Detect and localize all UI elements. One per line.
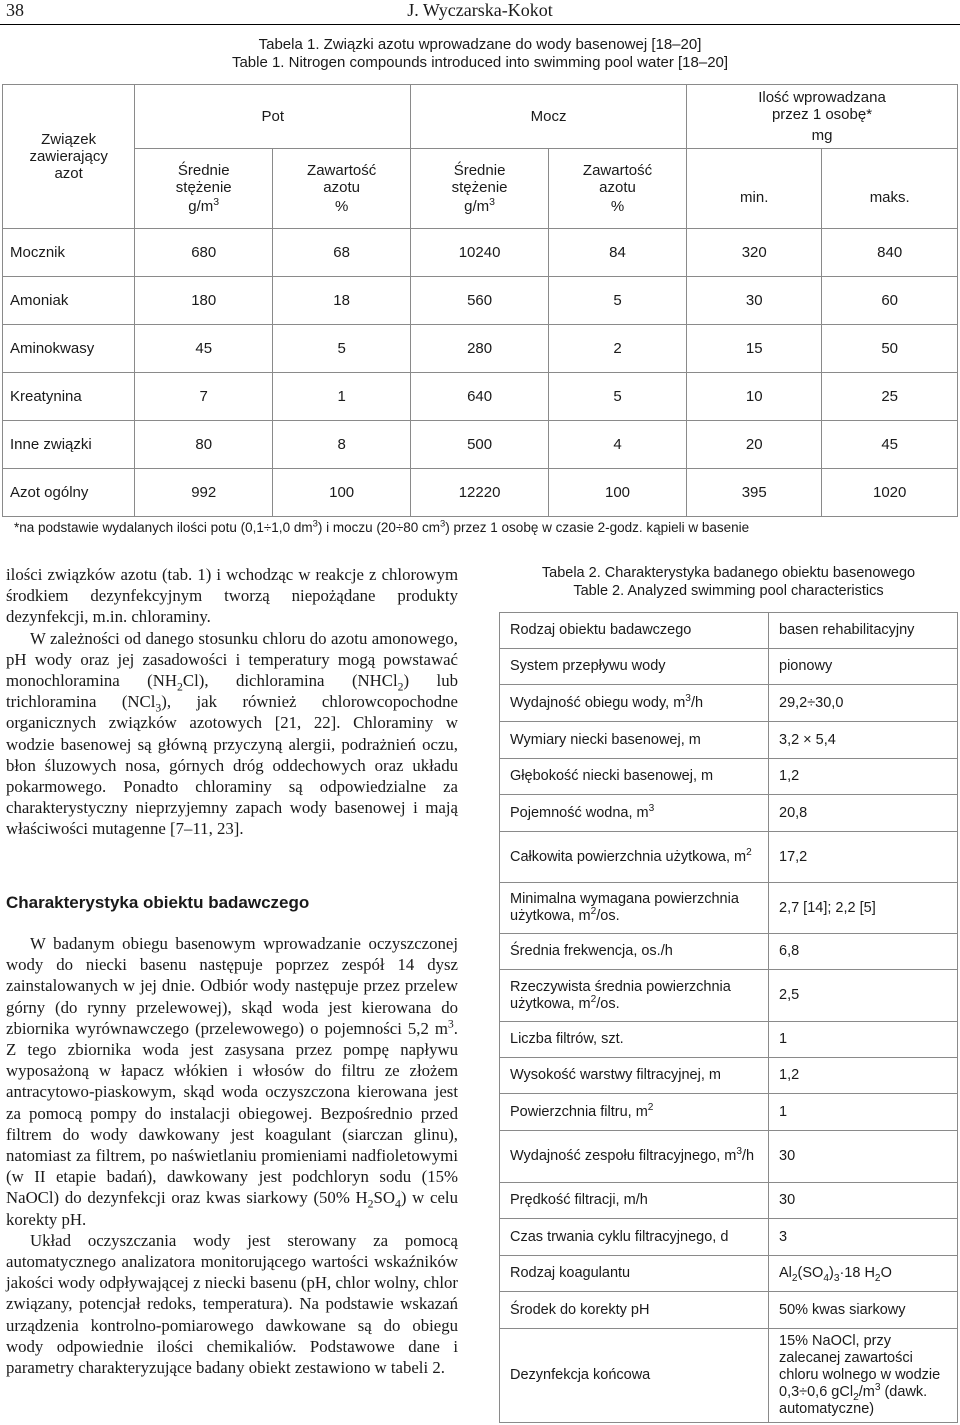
table-row: Pojemność wodna, $m^3$ 20,8: [500, 795, 958, 832]
t1-head-max: maks.: [822, 149, 958, 229]
body-text-upper: [6, 564, 458, 840]
running-head: J. Wyczarska-Kokot: [407, 0, 553, 20]
table-row: Azot ogólny 992 100 12220 100 395 1020: [3, 469, 958, 517]
table-row: Liczba filtrów, szt. 1: [500, 1022, 958, 1058]
table-row: Wydajność obiegu wody, $m^3/h$ 29,2÷30,0: [500, 685, 958, 722]
section-heading: Charakterystyka obiektu badawczego: [6, 893, 310, 912]
t1-head-pot-conc: Średnie stężenie $g/m^3$: [135, 149, 273, 229]
table-row: Rzeczywista średnia powierzchnia użytkowa, $m^2/os$. 2,5: [500, 970, 958, 1022]
paragraph: Układ oczyszczania wody jest sterowany za pomocą automatycznego analizatora monitorującego wartości wskaźników jakości wody odpływającej z niecki basenu (pH, chlor wolny, chlor związany, potencjał redoks, temperatura). Na podstawie wskazań urządzenia kontrolno-pomiarowego dawkowane są do obiegu wody odpowiednie ilości chemikaliów. Podstawowe dane i parametry charakteryzujące badany obiekt zestawiono w tabeli 2.: [6, 1230, 458, 1378]
t1-head-amount: Ilość wprowadzana przez 1 osobę* mg: [687, 85, 958, 149]
page-number: 38: [6, 0, 24, 20]
t1-head-pot: Pot: [135, 85, 411, 149]
table-row: Kreatynina 7 1 640 5 10 25: [3, 373, 958, 421]
table-row: Średnia frekwencja, os./h 6,8: [500, 934, 958, 970]
table-row: Głębokość niecki basenowej, m 1,2: [500, 759, 958, 795]
table1-caption-pl: Tabela 1. Związki azotu wprowadzane do wody basenowej [18–20]: [258, 36, 702, 53]
t1-head-pot-content: Zawartość azotu %: [273, 149, 411, 229]
table2: [499, 612, 958, 1423]
header-rule: [0, 24, 960, 25]
table-row: Całkowita powierzchnia użytkowa, $m^2$ 17,2: [500, 832, 958, 883]
table-row: Wydajność zespołu filtracyjnego, $m^3/h$ 30: [500, 1131, 958, 1183]
body-text-lower: [6, 933, 458, 1378]
table-row: Minimalna wymagana powierzchnia użytkowa, $m^2/os$. 2,7 [14]; 2,2 [5]: [500, 883, 958, 934]
table-row: Rodzaj obiektu badawczego basen rehabilitacyjny: [500, 613, 958, 649]
table-row: System przepływu wody pionowy: [500, 649, 958, 685]
table-row: Amoniak 180 18 560 5 30 60: [3, 277, 958, 325]
t1-head-min: min.: [687, 149, 822, 229]
table-row: Mocznik 680 68 10240 84 320 840: [3, 229, 958, 277]
t1-head-compound: Związek zawierający azot: [3, 85, 135, 229]
t1-head-mocz-conc: Średnie stężenie $g/m^3$: [411, 149, 549, 229]
table-row: Wysokość warstwy filtracyjnej, m 1,2: [500, 1058, 958, 1094]
paragraph: W badanym obiegu basenowym wprowadzanie oczyszczonej wody do niecki basenu następuje poprzez zespół 14 dysz zainstalowanych w jej dnie. Odbiór wody następuje przez przelew górny (do rynny przelewowej), skąd woda jest kierowana do zbiornika wyrównawczego (przelewowego) o pojemności 5,2 $m^3$. Z tego zbiornika woda jest zasysana przez pompę napływu wyposażoną w łapacz włókien i włosów do filtru ze złożem antracytowo-piaskowym, skąd woda oczyszczona kierowana jest za pomocą pompy do instalacji obiegowej. Bezpośrednio przed filtrem do wody dawkowany jest koagulant (siarczan glinu), natomiast za filtrem, po naświetlaniu promieniami nadfioletowymi (w II etapie badań), dawkowany jest podchloryn sodu (15% NaOCl) do dezynfekcji oraz kwas siarkowy (50% $H_2SO_4$) w celu korekty pH.: [6, 934, 458, 1229]
table2-caption-en: Table 2. Analyzed swimming pool characteristics: [573, 583, 884, 599]
table-row: Prędkość filtracji, m/h 30: [500, 1183, 958, 1219]
table1: [2, 84, 958, 517]
paragraph: ilości związków azotu (tab. 1) i wchodząc w reakcje z chlorowym środkiem dezynfekcyjnym tworzą niepożądane produkty dezynfekcji, m.in. chloraminy.: [6, 565, 458, 627]
t1-head-mocz: Mocz: [411, 85, 687, 149]
table1-caption-en: Table 1. Nitrogen compounds introduced into swimming pool water [18–20]: [231, 54, 729, 71]
table-row: Rodzaj koagulantu $Al_2(SO_4)_3\cdot 18$ $H_2O$: [500, 1256, 958, 1292]
table-row: Dezynfekcja końcowa 15% NaOCl, przy zalecanej zawartości chloru wolnego w wodzie 0,3÷0,6 $gCl_2/m^3$ (dawk. automatyczne): [500, 1329, 958, 1423]
table-row: Czas trwania cyklu filtracyjnego, d 3: [500, 1219, 958, 1256]
table-row: Powierzchnia filtru, $m^2$ 1: [500, 1094, 958, 1131]
paragraph: W zależności od danego stosunku chloru do azotu amonowego, pH wody oraz jej zasadowości i temperatury mogą powstawać monochloramina $(NH_2Cl)$, dichloramina (NHCl$_2$) lub trichloramina (NCl$_3$), jak również chlorowcopochodne organicznych związków azotowych [21, 22]. Chloraminy w wodzie basenowej są główną przyczyną alergii, podrażnień oczu, błon śluzowych nosa, górnych dróg oddechowych oraz układu pokarmowego. Ponadto chloraminy są odpowiedzialne za charakterystyczny nieprzyjemny zapach wody basenowej i mają właściwości mutagenne [7–11, 23].: [6, 628, 459, 839]
table-row: Inne związki 80 8 500 4 20 45: [3, 421, 958, 469]
table-row: Wymiary niecki basenowej, m 3,2 × 5,4: [500, 722, 958, 759]
table1-footnote: *na podstawie wydalanych ilości potu (0,1÷1,0 $dm^3$) i moczu (20÷80 $cm^3$) przez 1 osobę w czasie 2-godz. kąpieli w basenie: [14, 518, 750, 535]
table2-caption-pl: Tabela 2. Charakterystyka badanego obiektu basenowego: [541, 565, 916, 581]
t1-head-mocz-content: Zawartość azotu %: [549, 149, 687, 229]
table-row: Aminokwasy 45 5 280 2 15 50: [3, 325, 958, 373]
table-row: Środek do korekty pH 50% kwas siarkowy: [500, 1292, 958, 1329]
